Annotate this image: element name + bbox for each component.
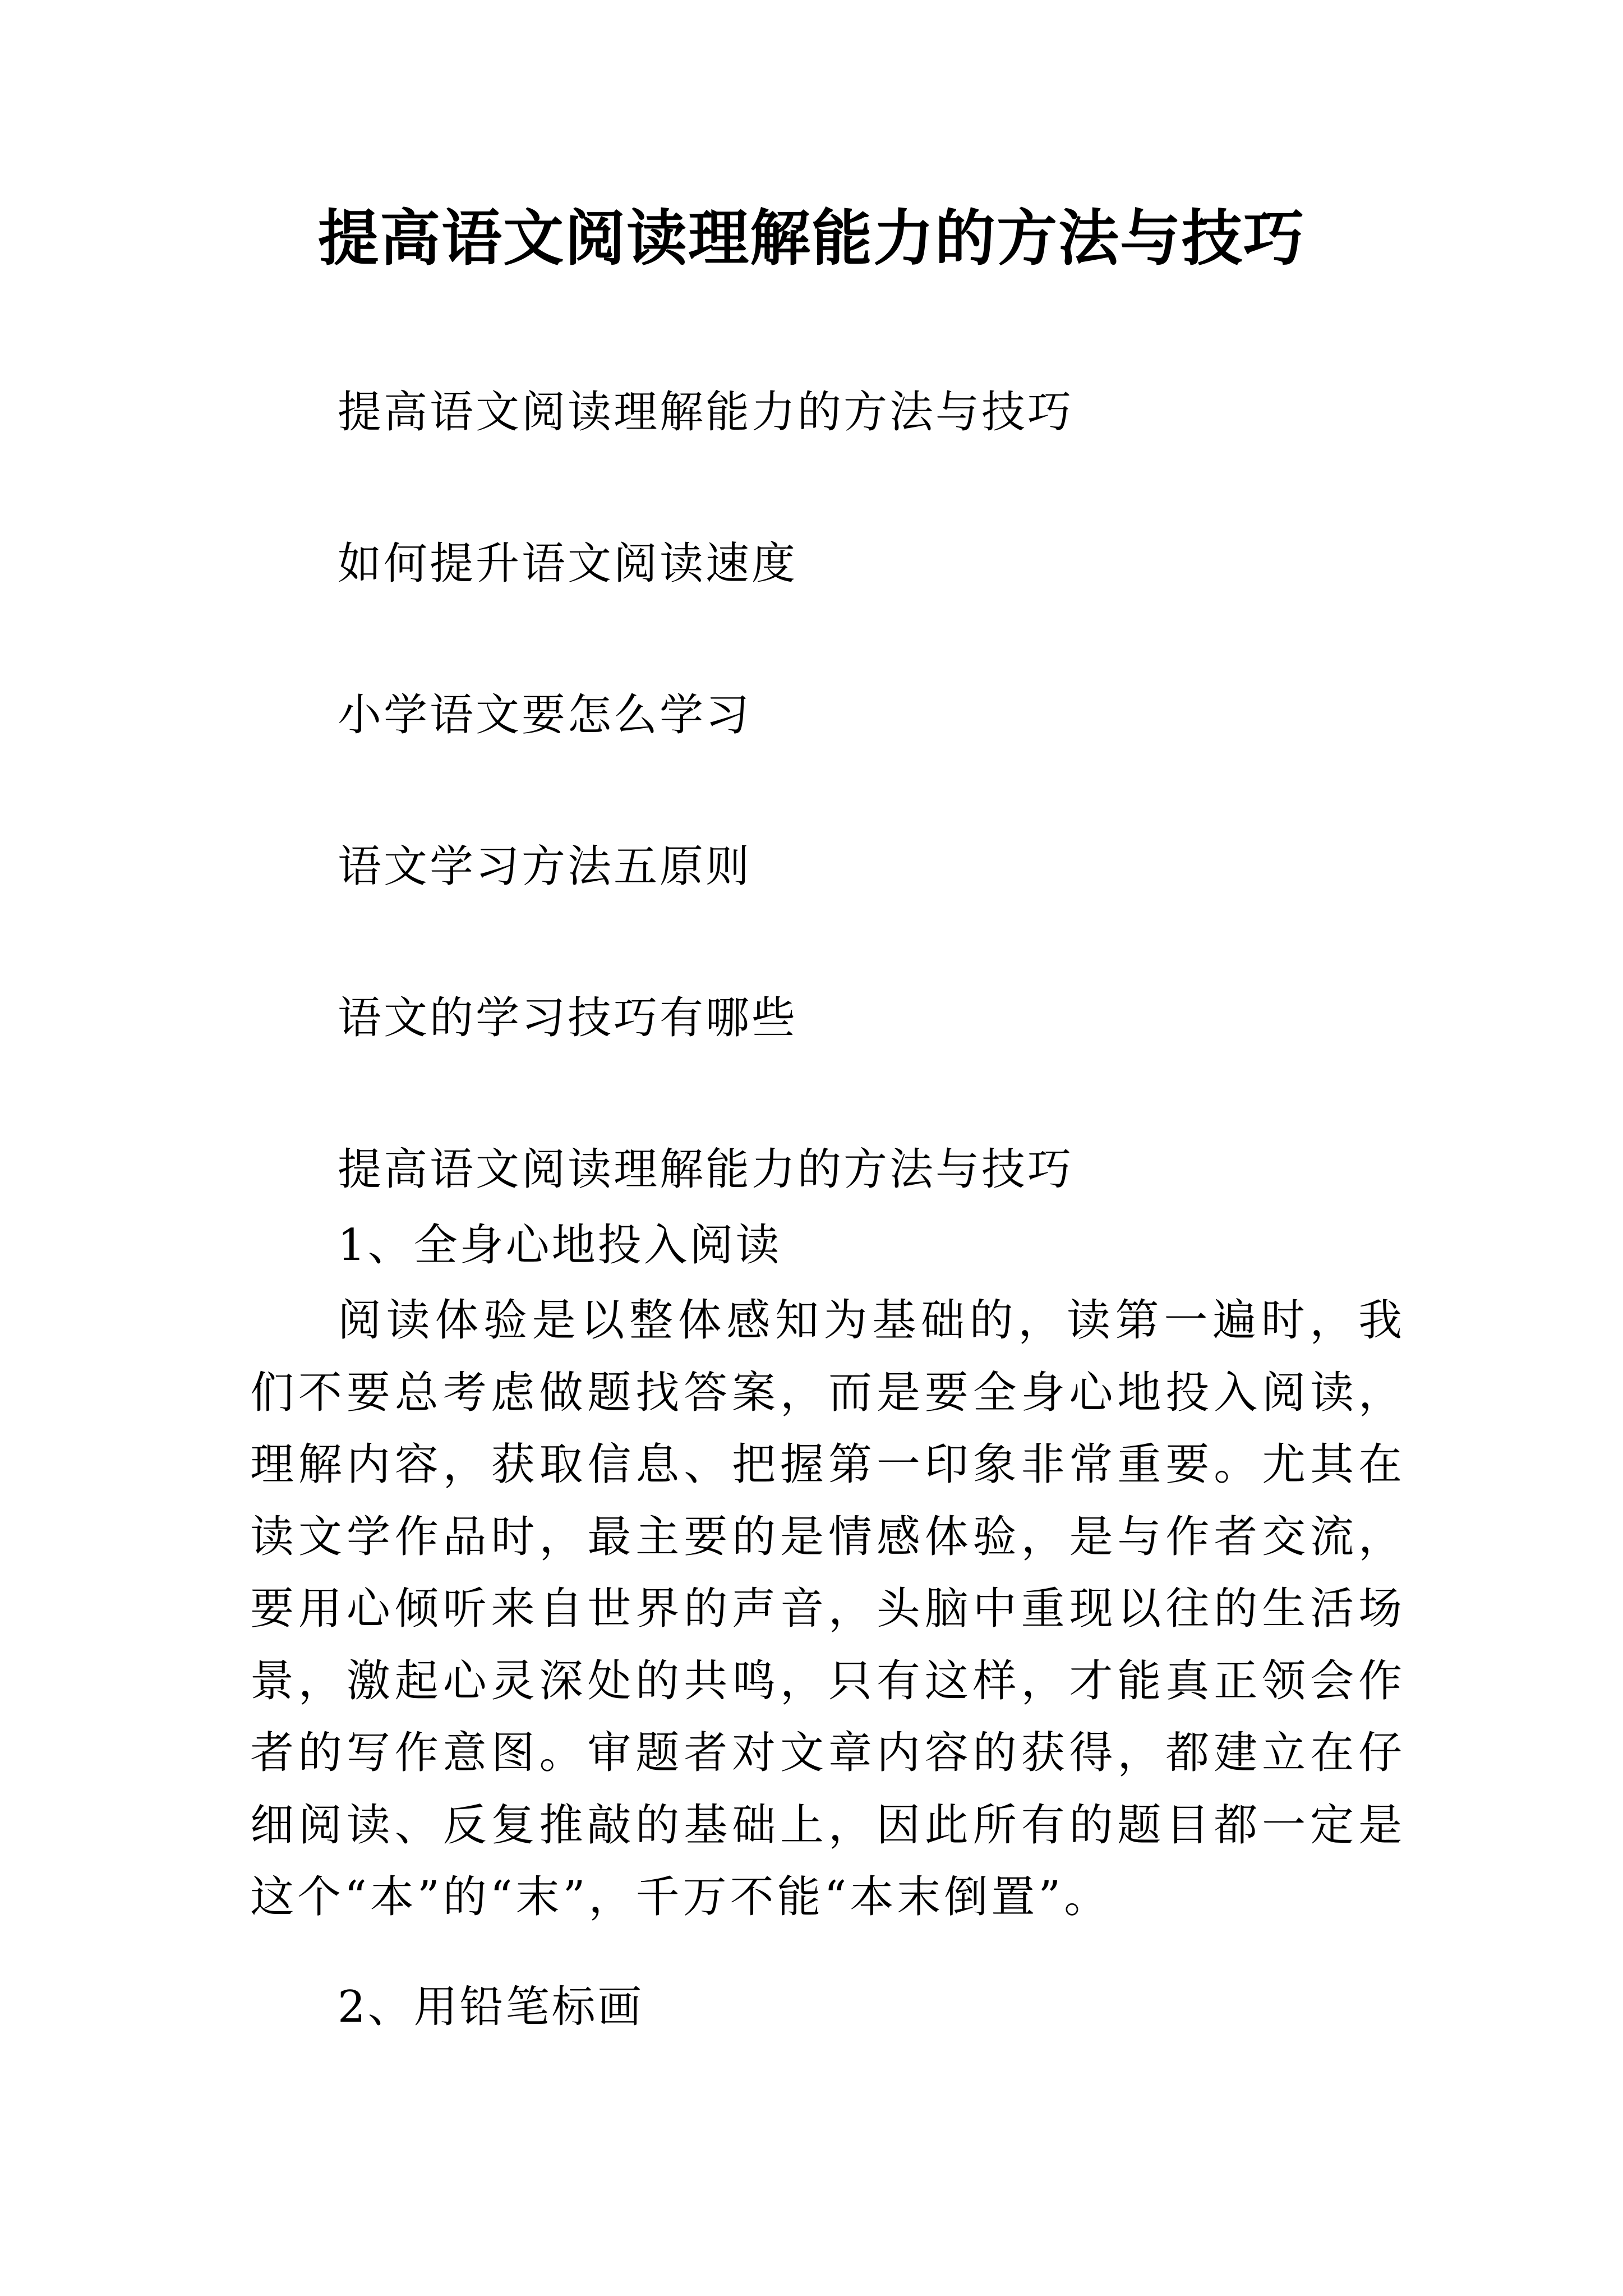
toc-item-3: 小学语文要怎么学习 bbox=[338, 690, 752, 740]
toc-item-1: 提高语文阅读理解能力的方法与技巧 bbox=[338, 387, 1074, 438]
item-1-paragraph: 阅读体验是以整体感知为基础的，读第一遍时，我们不要总考虑做题找答案，而是要全身心地投入阅读，理解内容，获取信息、把握第一印象非常重要。尤其在读文学作品时，最主要的是情感体验，是与作者交流，要用心倾听来自世界的声音，头脑中重现以往的生活场景，激起心灵深处的共鸣，只有这样，才能真正领会作者的写作意图。审题者对文章内容的获得，都建立在仔细阅读、反复推敲的基础上，因此所有的题目都一定是这个“本”的“末”，千万不能“本末倒置”。 bbox=[250, 1295, 1405, 1922]
item-1-heading: 1、全身心地投入阅读 bbox=[338, 1220, 782, 1271]
document-title: 提高语文阅读理解能力的方法与技巧 bbox=[317, 203, 1305, 274]
toc-item-2: 如何提升语文阅读速度 bbox=[338, 539, 798, 589]
toc-item-5: 语文的学习技巧有哪些 bbox=[338, 993, 798, 1043]
section-title: 提高语文阅读理解能力的方法与技巧 bbox=[338, 1144, 1074, 1195]
item-2-heading: 2、用铅笔标画 bbox=[338, 1982, 644, 2032]
toc-item-4: 语文学习方法五原则 bbox=[338, 841, 752, 892]
